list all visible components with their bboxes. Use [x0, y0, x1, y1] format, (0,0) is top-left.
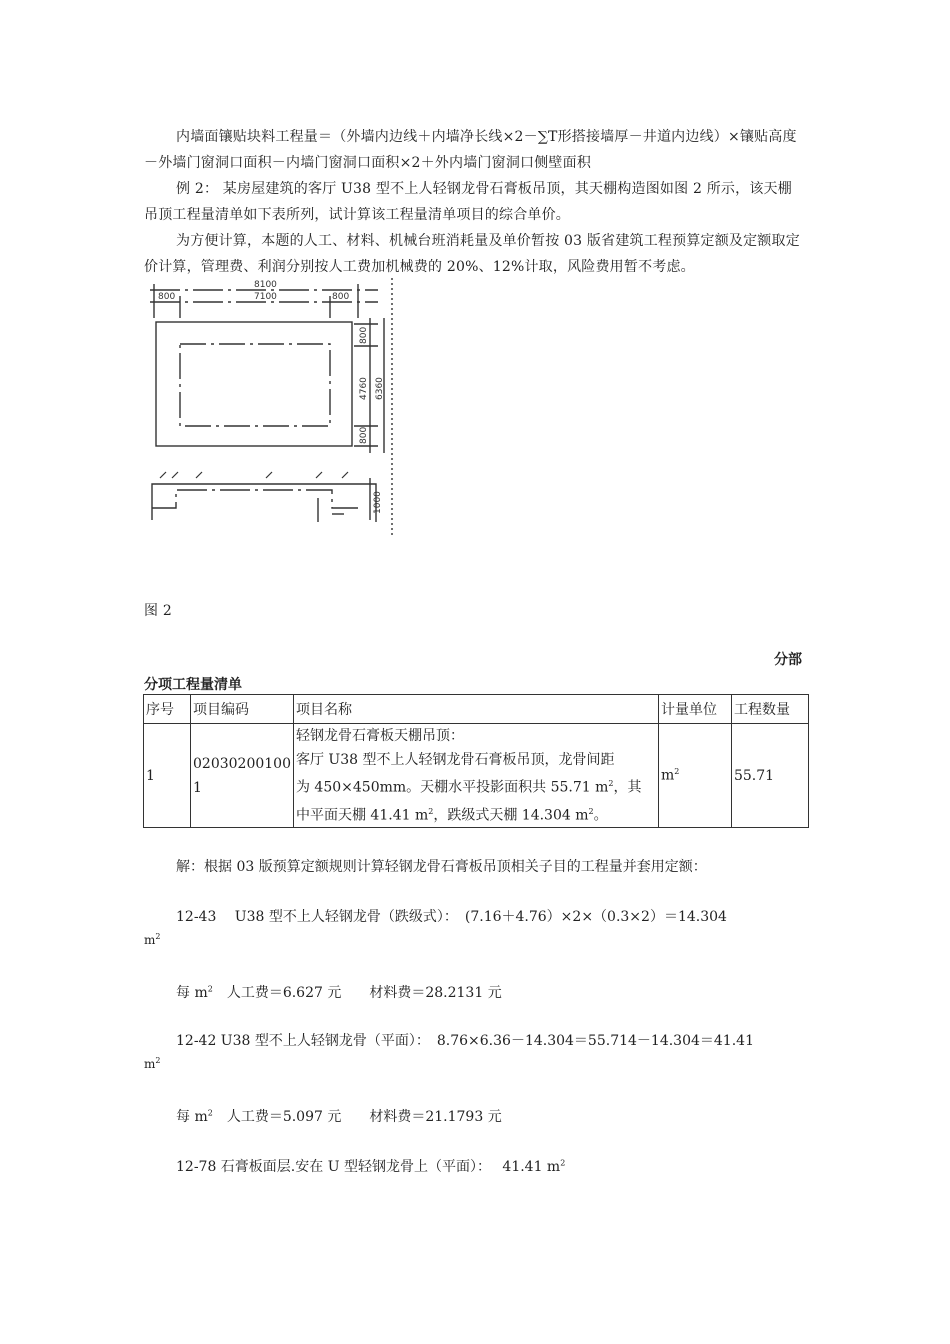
header-unit: 计量单位	[658, 695, 731, 724]
header-name: 项目名称	[293, 695, 658, 724]
cell-qty: 55.71	[731, 724, 808, 828]
ceiling-drawing	[146, 278, 396, 540]
solution-line-2: 每 $m^2$ 人工费＝6.627 元 材料费＝28.2131 元	[176, 984, 502, 1001]
solution-line-5: 12-78 石膏板面层.安在 U 型轻钢龙骨上（平面）： 41.41 $m^2$	[176, 1158, 566, 1175]
table-title-right: 分部	[774, 652, 802, 668]
table-row	[144, 724, 809, 828]
dim-section-height: 1000	[373, 491, 383, 514]
solution-line-3-unit: $m^2$	[144, 1056, 161, 1071]
header-no: 序号	[144, 695, 191, 724]
dim-right-offset: 800	[332, 292, 350, 302]
dim-total-depth: 6360	[375, 377, 385, 400]
formula-paragraph: 内墙面镶贴块料工程量＝（外墙内边线＋内墙净长线×2－∑T形搭接墙厚－井道内边线）×镶贴高度－外墙门窗洞口面积－内墙门窗洞口面积×2＋外内墙门窗洞口侧壁面积	[144, 129, 797, 171]
cell-code: 02030200100 1	[191, 724, 294, 828]
solution-line-4: 每 $m^2$ 人工费＝5.097 元 材料费＝21.1793 元	[176, 1108, 502, 1125]
note-paragraph: 为方便计算，本题的人工、材料、机械台班消耗量及单价暂按 03 版省建筑工程预算定额及定额取定价计算，管理费、利润分别按人工费加机械费的 20%、12%计取，风险费用暂不考虑。	[144, 233, 800, 275]
dim-inner-width: 7100	[254, 292, 277, 302]
header-qty: 工程数量	[731, 695, 808, 724]
figure-caption: 图 2	[144, 603, 172, 619]
solution-line-1: 12-43 U38 型不上人轻钢龙骨（跌级式）： (7.16＋4.76）×2×（0.3×2）＝14.304	[176, 909, 727, 925]
solution-line-3: 12-42 U38 型不上人轻钢龙骨（平面）： 8.76×6.36－14.304＝55.714－14.304＝41.41	[176, 1033, 754, 1049]
dim-bottom-offset: 800	[359, 426, 369, 444]
table-title: 分项工程量清单	[144, 677, 242, 693]
cell-name: 轻钢龙骨石膏板天棚吊顶： 客厅 U38 型不上人轻钢龙骨石膏板吊顶，龙骨间距 为 450×450mm。天棚水平投影面积共 55.71 $m^2$，其 中平面天棚 41.41 $m^2$，跌级式天棚 14.304 $m^2$。	[293, 724, 658, 828]
example-paragraph: 例 2： 某房屋建筑的客厅 U38 型不上人轻钢龙骨石膏板吊顶，其天棚构造图如图 2 所示，该天棚吊顶工程量清单如下表所列，试计算该工程量清单项目的综合单价。	[144, 181, 792, 223]
dim-top-offset: 800	[359, 326, 369, 344]
cell-unit: $m^2$	[658, 724, 731, 828]
solution-intro: 解：根据 03 版预算定额规则计算轻钢龙骨石膏板吊顶相关子目的工程量并套用定额：	[176, 859, 707, 875]
cell-no: 1	[144, 724, 191, 828]
table-header-row	[144, 695, 809, 724]
header-code: 项目编码	[191, 695, 294, 724]
bill-table	[143, 694, 809, 828]
dim-inner-depth: 4760	[359, 377, 369, 400]
solution-line-1-unit: $m^2$	[144, 932, 161, 947]
dim-left-offset: 800	[158, 292, 176, 302]
dim-total-width: 8100	[254, 280, 277, 290]
